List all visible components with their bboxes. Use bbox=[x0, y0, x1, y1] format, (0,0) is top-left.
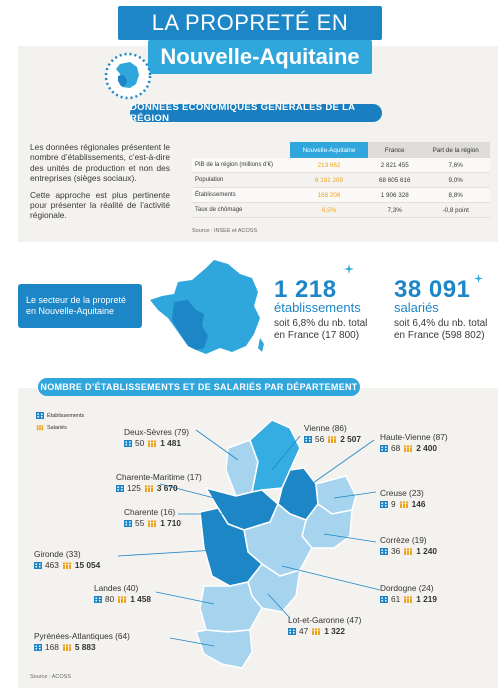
dept-name: Landes (40) bbox=[94, 583, 139, 593]
cell-region: 168 209 bbox=[290, 188, 368, 203]
cell-france: 2 821 455 bbox=[368, 158, 421, 173]
dept-values bbox=[380, 499, 425, 509]
sal-label: salariés bbox=[394, 300, 439, 315]
people-icon bbox=[311, 628, 321, 635]
dept-values bbox=[380, 546, 437, 556]
dept-name: Deux-Sèvres (79) bbox=[124, 427, 190, 437]
row-label: Taux de chômage bbox=[192, 203, 290, 218]
building-icon bbox=[380, 548, 388, 555]
building-icon bbox=[380, 596, 388, 603]
dept-etab: 50 bbox=[135, 438, 145, 448]
dept-etab: 47 bbox=[299, 626, 309, 636]
dept-values bbox=[380, 443, 448, 453]
dept-etab: 463 bbox=[45, 560, 59, 570]
dept-sal: 15 054 bbox=[74, 560, 101, 570]
people-icon bbox=[399, 501, 409, 508]
people-icon bbox=[403, 445, 413, 452]
building-icon bbox=[288, 628, 296, 635]
dept-label bbox=[124, 507, 181, 528]
dept-name: Charente (16) bbox=[124, 507, 176, 517]
dept-sal: 5 883 bbox=[74, 642, 96, 652]
people-icon bbox=[117, 596, 127, 603]
building-icon bbox=[380, 501, 388, 508]
cell-france: 7,3% bbox=[368, 203, 421, 218]
dept-etab: 55 bbox=[135, 518, 145, 528]
dept-values bbox=[124, 518, 181, 528]
dept-shape-64 bbox=[196, 630, 252, 668]
people-icon bbox=[62, 644, 72, 651]
cell-france: 1 906 328 bbox=[368, 188, 421, 203]
cell-region: 213 662 bbox=[290, 158, 368, 173]
sal-note-2: en France (598 802) bbox=[394, 330, 485, 341]
dept-name: Dordogne (24) bbox=[380, 583, 434, 593]
cell-part: 7,6% bbox=[421, 158, 490, 173]
source-note-departments: Source : ACOSS bbox=[30, 674, 71, 680]
dept-label bbox=[124, 427, 189, 448]
people-icon bbox=[327, 436, 337, 443]
dept-label bbox=[288, 615, 361, 636]
sector-label-line2: en Nouvelle-Aquitaine bbox=[26, 306, 115, 316]
dept-name: Gironde (33) bbox=[34, 549, 81, 559]
etab-number: 1 218 bbox=[274, 276, 337, 303]
cell-part: 9,0% bbox=[421, 173, 490, 188]
dept-label bbox=[380, 432, 448, 453]
dept-sal: 1 458 bbox=[130, 594, 151, 604]
building-icon bbox=[116, 485, 124, 492]
table-header-france: France bbox=[368, 142, 421, 158]
dept-values bbox=[288, 626, 361, 636]
page-title-line1: LA PROPRETÉ EN bbox=[118, 6, 382, 40]
sal-number: 38 091 bbox=[394, 276, 471, 303]
dept-label bbox=[34, 631, 130, 652]
intro-paragraph-1: Les données régionales présentent le nombre d’établissements, c’est-à-dire des unités de production et non des entreprises (sièges sociaux). bbox=[30, 142, 170, 184]
sector-label-line1: Le secteur de la propreté bbox=[26, 295, 127, 305]
dept-sal: 2 507 bbox=[340, 434, 361, 444]
page-title-line2: Nouvelle-Aquitaine bbox=[148, 40, 372, 74]
dept-etab: 36 bbox=[391, 546, 401, 556]
dept-etab: 125 bbox=[127, 483, 141, 493]
cell-region: 6,5% bbox=[290, 203, 368, 218]
people-icon bbox=[403, 596, 413, 603]
dept-sal: 1 710 bbox=[160, 518, 181, 528]
building-icon bbox=[380, 445, 388, 452]
dept-label bbox=[116, 472, 202, 493]
intro-paragraph-2: Cette approche est plus pertinente pour présenter la réalité de l’activité régionale. bbox=[30, 189, 170, 221]
dept-values bbox=[124, 438, 189, 448]
cell-region: 6 191 209 bbox=[290, 173, 368, 188]
row-label: PIB de la région (millions d’€) bbox=[192, 158, 290, 173]
dept-label bbox=[34, 549, 100, 570]
dept-sal: 1 481 bbox=[160, 438, 181, 448]
building-icon bbox=[34, 562, 42, 569]
people-icon bbox=[147, 520, 157, 527]
people-icon bbox=[62, 562, 72, 569]
dept-etab: 61 bbox=[391, 594, 401, 604]
dept-values bbox=[34, 642, 130, 652]
dept-name: Creuse (23) bbox=[380, 488, 424, 498]
section-title-economic-data: DONNÉES ÉCONOMIQUES GÉNÉRALES DE LA RÉGION bbox=[130, 104, 382, 122]
legend-sal-label: Salariés bbox=[47, 424, 67, 431]
cell-part: -0,8 point bbox=[421, 203, 490, 218]
legend-etab-label: Établissements bbox=[47, 412, 85, 419]
dept-sal: 2 400 bbox=[416, 443, 437, 453]
building-icon bbox=[124, 520, 132, 527]
dept-name: Corrèze (19) bbox=[380, 535, 427, 545]
row-label: Établissements bbox=[192, 188, 290, 203]
table-header-part: Part de la région bbox=[421, 142, 490, 158]
dept-values bbox=[304, 434, 361, 444]
etab-label: établissements bbox=[274, 300, 361, 315]
dept-etab: 80 bbox=[105, 594, 115, 604]
cell-france: 68 605 616 bbox=[368, 173, 421, 188]
dept-values bbox=[34, 560, 100, 570]
etab-note-1: soit 6,8% du nb. total bbox=[274, 318, 368, 329]
section-title-departments: NOMBRE D’ÉTABLISSEMENTS ET DE SALARIÉS PAR DÉPARTEMENT bbox=[38, 378, 360, 396]
dept-values bbox=[380, 594, 437, 604]
dept-name: Lot-et-Garonne (47) bbox=[288, 615, 362, 625]
people-icon bbox=[147, 440, 157, 447]
dept-label bbox=[304, 423, 361, 444]
dept-etab: 68 bbox=[391, 443, 401, 453]
dept-sal: 146 bbox=[411, 499, 426, 509]
dept-label bbox=[380, 488, 425, 509]
building-icon bbox=[94, 596, 102, 603]
dept-values bbox=[116, 483, 202, 493]
dept-name: Charente-Maritime (17) bbox=[116, 472, 202, 482]
dept-name: Haute-Vienne (87) bbox=[380, 432, 448, 442]
building-icon bbox=[34, 644, 42, 651]
dept-sal: 1 219 bbox=[416, 594, 437, 604]
source-note-economic: Source : INSEE et ACOSS bbox=[192, 228, 258, 234]
dept-etab: 9 bbox=[391, 499, 396, 509]
building-icon bbox=[124, 440, 132, 447]
dept-values bbox=[94, 594, 151, 604]
people-icon bbox=[144, 485, 154, 492]
dept-label bbox=[94, 583, 151, 604]
cell-part: 8,8% bbox=[421, 188, 490, 203]
dept-label bbox=[380, 583, 437, 604]
sal-note-1: soit 6,4% du nb. total bbox=[394, 318, 488, 329]
row-label: Population bbox=[192, 173, 290, 188]
dept-etab: 56 bbox=[315, 434, 325, 444]
table-header-region: Nouvelle-Aquitaine bbox=[290, 142, 368, 158]
dept-label bbox=[380, 535, 437, 556]
etab-note-2: en France (17 800) bbox=[274, 330, 360, 341]
dept-etab: 168 bbox=[45, 642, 59, 652]
building-icon bbox=[304, 436, 312, 443]
dept-sal: 1 322 bbox=[324, 626, 345, 636]
people-icon bbox=[403, 548, 413, 555]
dept-sal: 1 240 bbox=[416, 546, 437, 556]
dept-name: Vienne (86) bbox=[304, 423, 347, 433]
dept-sal: 3 670 bbox=[156, 483, 178, 493]
dept-name: Pyrénées-Atlantiques (64) bbox=[34, 631, 130, 641]
